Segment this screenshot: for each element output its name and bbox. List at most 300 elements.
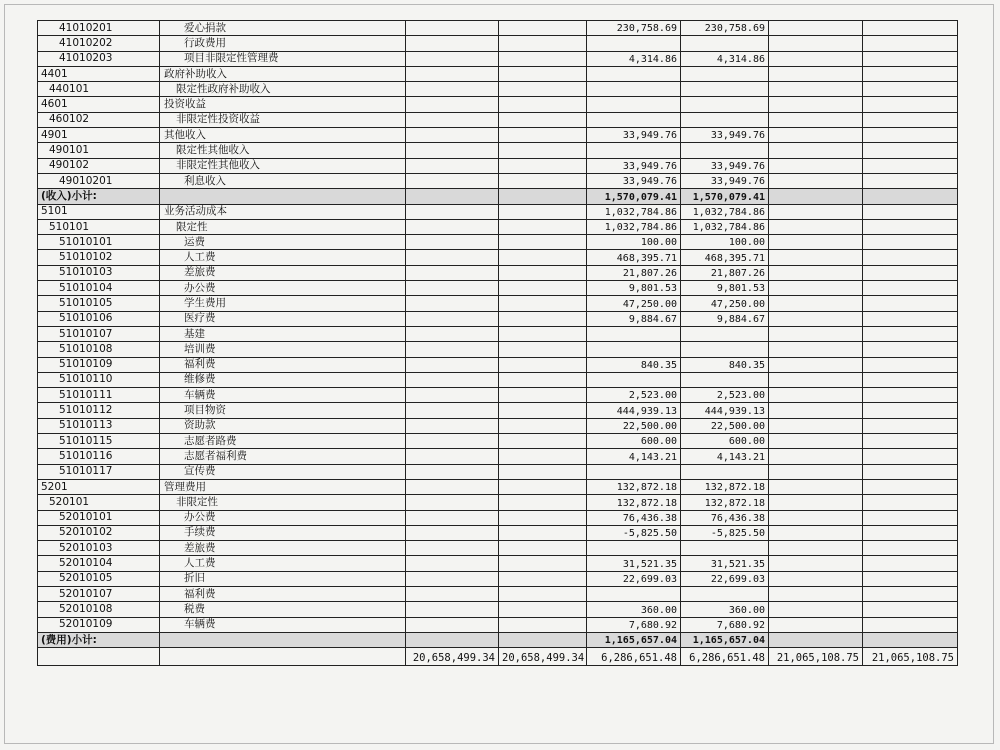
account-code: 460102 bbox=[38, 112, 160, 127]
amount-cell bbox=[499, 434, 587, 449]
amount-cell bbox=[863, 434, 958, 449]
table-row bbox=[38, 173, 958, 188]
amount-cell bbox=[499, 112, 587, 127]
amount-cell bbox=[863, 495, 958, 510]
account-code: (收入)小计: bbox=[38, 189, 160, 204]
amount-cell bbox=[863, 602, 958, 617]
amount-cell: 1,032,784.86 bbox=[587, 204, 681, 219]
amount-cell bbox=[406, 265, 499, 280]
amount-cell: 1,032,784.86 bbox=[681, 204, 769, 219]
amount-cell bbox=[863, 128, 958, 143]
amount-cell bbox=[769, 66, 863, 81]
amount-cell bbox=[863, 219, 958, 234]
table-row bbox=[38, 388, 958, 403]
amount-cell: 360.00 bbox=[587, 602, 681, 617]
amount-cell: 21,065,108.75 bbox=[863, 648, 958, 666]
amount-cell bbox=[499, 296, 587, 311]
amount-cell bbox=[863, 143, 958, 158]
account-code: 51010105 bbox=[38, 296, 160, 311]
amount-cell bbox=[499, 250, 587, 265]
amount-cell bbox=[499, 495, 587, 510]
amount-cell: 47,250.00 bbox=[587, 296, 681, 311]
amount-cell: 444,939.13 bbox=[587, 403, 681, 418]
amount-cell bbox=[499, 235, 587, 250]
amount-cell bbox=[769, 173, 863, 188]
amount-cell bbox=[769, 388, 863, 403]
amount-cell bbox=[769, 602, 863, 617]
account-code: 52010104 bbox=[38, 556, 160, 571]
amount-cell bbox=[587, 372, 681, 387]
amount-cell bbox=[863, 265, 958, 280]
account-name: 限定性其他收入 bbox=[160, 143, 406, 158]
amount-cell bbox=[587, 112, 681, 127]
amount-cell bbox=[587, 66, 681, 81]
amount-cell: 33,949.76 bbox=[681, 158, 769, 173]
amount-cell: 20,658,499.34 bbox=[406, 648, 499, 666]
amount-cell: 9,884.67 bbox=[587, 311, 681, 326]
amount-cell bbox=[863, 388, 958, 403]
amount-cell bbox=[406, 541, 499, 556]
amount-cell bbox=[769, 82, 863, 97]
table-row bbox=[38, 510, 958, 525]
account-code: 41010202 bbox=[38, 36, 160, 51]
account-code: 51010109 bbox=[38, 357, 160, 372]
account-code: 490102 bbox=[38, 158, 160, 173]
amount-cell: 600.00 bbox=[587, 434, 681, 449]
account-code: 51010116 bbox=[38, 449, 160, 464]
amount-cell bbox=[681, 464, 769, 479]
amount-cell bbox=[769, 112, 863, 127]
account-code: 51010108 bbox=[38, 342, 160, 357]
table-row bbox=[38, 21, 958, 36]
amount-cell bbox=[681, 36, 769, 51]
amount-cell bbox=[769, 189, 863, 204]
ledger-table bbox=[37, 20, 958, 666]
account-code: 4901 bbox=[38, 128, 160, 143]
amount-cell bbox=[406, 66, 499, 81]
amount-cell: 100.00 bbox=[681, 235, 769, 250]
table-row bbox=[38, 296, 958, 311]
table-row bbox=[38, 82, 958, 97]
amount-cell bbox=[863, 82, 958, 97]
amount-cell bbox=[769, 464, 863, 479]
amount-cell bbox=[769, 235, 863, 250]
account-name: 非限定性投资收益 bbox=[160, 112, 406, 127]
account-code: 4401 bbox=[38, 66, 160, 81]
account-name: 限定性政府补助收入 bbox=[160, 82, 406, 97]
amount-cell bbox=[406, 51, 499, 66]
account-name: 办公费 bbox=[160, 510, 406, 525]
amount-cell bbox=[769, 449, 863, 464]
account-name: 办公费 bbox=[160, 281, 406, 296]
account-name: 人工费 bbox=[160, 250, 406, 265]
amount-cell bbox=[769, 586, 863, 601]
amount-cell bbox=[406, 173, 499, 188]
amount-cell: 4,143.21 bbox=[681, 449, 769, 464]
amount-cell: 1,165,657.04 bbox=[587, 632, 681, 647]
account-code: 51010101 bbox=[38, 235, 160, 250]
table-row bbox=[38, 204, 958, 219]
ledger-body bbox=[38, 21, 958, 666]
account-code: 51010112 bbox=[38, 403, 160, 418]
amount-cell bbox=[499, 342, 587, 357]
account-name: 运费 bbox=[160, 235, 406, 250]
account-name: 折旧 bbox=[160, 571, 406, 586]
account-name: 福利费 bbox=[160, 357, 406, 372]
amount-cell bbox=[681, 342, 769, 357]
amount-cell: 4,143.21 bbox=[587, 449, 681, 464]
account-name: 人工费 bbox=[160, 556, 406, 571]
amount-cell: 22,500.00 bbox=[587, 418, 681, 433]
amount-cell: 21,807.26 bbox=[681, 265, 769, 280]
amount-cell: 22,699.03 bbox=[587, 571, 681, 586]
amount-cell: 7,680.92 bbox=[681, 617, 769, 632]
amount-cell bbox=[499, 571, 587, 586]
amount-cell bbox=[769, 51, 863, 66]
table-row bbox=[38, 235, 958, 250]
amount-cell bbox=[769, 204, 863, 219]
amount-cell bbox=[769, 265, 863, 280]
amount-cell bbox=[406, 219, 499, 234]
amount-cell bbox=[587, 464, 681, 479]
account-code: 52010108 bbox=[38, 602, 160, 617]
amount-cell bbox=[499, 464, 587, 479]
account-code: 51010104 bbox=[38, 281, 160, 296]
amount-cell bbox=[406, 495, 499, 510]
amount-cell: 1,032,784.86 bbox=[587, 219, 681, 234]
amount-cell: 9,801.53 bbox=[587, 281, 681, 296]
account-name: 管理费用 bbox=[160, 479, 406, 494]
amount-cell bbox=[499, 51, 587, 66]
amount-cell bbox=[406, 525, 499, 540]
amount-cell bbox=[769, 556, 863, 571]
amount-cell bbox=[499, 204, 587, 219]
amount-cell bbox=[406, 617, 499, 632]
amount-cell bbox=[499, 525, 587, 540]
amount-cell bbox=[769, 342, 863, 357]
account-name: 志愿者路费 bbox=[160, 434, 406, 449]
amount-cell: 468,395.71 bbox=[681, 250, 769, 265]
account-code: 41010203 bbox=[38, 51, 160, 66]
amount-cell bbox=[863, 541, 958, 556]
amount-cell bbox=[406, 204, 499, 219]
amount-cell bbox=[769, 571, 863, 586]
account-code: 49010201 bbox=[38, 173, 160, 188]
account-code: 51010110 bbox=[38, 372, 160, 387]
account-code: 52010107 bbox=[38, 586, 160, 601]
amount-cell bbox=[769, 525, 863, 540]
account-code: 490101 bbox=[38, 143, 160, 158]
account-code: 51010107 bbox=[38, 326, 160, 341]
amount-cell bbox=[406, 464, 499, 479]
table-row bbox=[38, 158, 958, 173]
account-name: 限定性 bbox=[160, 219, 406, 234]
table-row bbox=[38, 66, 958, 81]
table-row bbox=[38, 449, 958, 464]
table-row bbox=[38, 434, 958, 449]
account-name bbox=[160, 632, 406, 647]
amount-cell bbox=[499, 189, 587, 204]
amount-cell bbox=[406, 357, 499, 372]
account-name: 志愿者福利费 bbox=[160, 449, 406, 464]
amount-cell: 47,250.00 bbox=[681, 296, 769, 311]
amount-cell: 1,570,079.41 bbox=[681, 189, 769, 204]
table-row bbox=[38, 128, 958, 143]
amount-cell bbox=[587, 97, 681, 112]
amount-cell bbox=[499, 82, 587, 97]
table-row bbox=[38, 479, 958, 494]
account-name: 其他收入 bbox=[160, 128, 406, 143]
amount-cell bbox=[406, 326, 499, 341]
account-code: 440101 bbox=[38, 82, 160, 97]
amount-cell bbox=[863, 449, 958, 464]
amount-cell bbox=[499, 602, 587, 617]
amount-cell bbox=[681, 143, 769, 158]
account-code: 4601 bbox=[38, 97, 160, 112]
account-name: 手续费 bbox=[160, 525, 406, 540]
amount-cell bbox=[769, 250, 863, 265]
amount-cell bbox=[499, 36, 587, 51]
amount-cell: 100.00 bbox=[587, 235, 681, 250]
amount-cell bbox=[769, 510, 863, 525]
account-code: 52010103 bbox=[38, 541, 160, 556]
amount-cell: 33,949.76 bbox=[681, 173, 769, 188]
amount-cell: 33,949.76 bbox=[587, 128, 681, 143]
amount-cell bbox=[499, 326, 587, 341]
amount-cell bbox=[499, 418, 587, 433]
amount-cell: 600.00 bbox=[681, 434, 769, 449]
amount-cell bbox=[769, 158, 863, 173]
amount-cell bbox=[863, 479, 958, 494]
table-row bbox=[38, 586, 958, 601]
amount-cell bbox=[406, 143, 499, 158]
account-name: 差旅费 bbox=[160, 265, 406, 280]
amount-cell bbox=[863, 326, 958, 341]
amount-cell bbox=[863, 296, 958, 311]
amount-cell bbox=[587, 143, 681, 158]
table-row bbox=[38, 357, 958, 372]
account-name: 非限定性 bbox=[160, 495, 406, 510]
amount-cell: 132,872.18 bbox=[587, 495, 681, 510]
amount-cell bbox=[499, 158, 587, 173]
amount-cell: 21,807.26 bbox=[587, 265, 681, 280]
amount-cell: 33,949.76 bbox=[587, 173, 681, 188]
amount-cell bbox=[681, 326, 769, 341]
amount-cell bbox=[587, 541, 681, 556]
table-row bbox=[38, 403, 958, 418]
account-code: 51010113 bbox=[38, 418, 160, 433]
account-code: 5201 bbox=[38, 479, 160, 494]
amount-cell bbox=[863, 357, 958, 372]
amount-cell bbox=[499, 632, 587, 647]
amount-cell: 1,165,657.04 bbox=[681, 632, 769, 647]
amount-cell bbox=[406, 556, 499, 571]
amount-cell bbox=[499, 66, 587, 81]
account-code: 51010117 bbox=[38, 464, 160, 479]
account-name: 医疗费 bbox=[160, 311, 406, 326]
table-row bbox=[38, 143, 958, 158]
account-code: 52010105 bbox=[38, 571, 160, 586]
amount-cell bbox=[406, 479, 499, 494]
amount-cell: 4,314.86 bbox=[587, 51, 681, 66]
amount-cell bbox=[406, 602, 499, 617]
amount-cell bbox=[406, 510, 499, 525]
account-name: 基建 bbox=[160, 326, 406, 341]
amount-cell bbox=[499, 403, 587, 418]
amount-cell bbox=[863, 173, 958, 188]
amount-cell: 2,523.00 bbox=[587, 388, 681, 403]
amount-cell bbox=[587, 342, 681, 357]
account-code: 5101 bbox=[38, 204, 160, 219]
amount-cell bbox=[681, 541, 769, 556]
amount-cell: 1,032,784.86 bbox=[681, 219, 769, 234]
account-name: 宣传费 bbox=[160, 464, 406, 479]
amount-cell bbox=[406, 403, 499, 418]
amount-cell bbox=[863, 372, 958, 387]
amount-cell bbox=[769, 97, 863, 112]
amount-cell: 840.35 bbox=[587, 357, 681, 372]
amount-cell bbox=[769, 495, 863, 510]
amount-cell: 33,949.76 bbox=[587, 158, 681, 173]
table-row bbox=[38, 602, 958, 617]
amount-cell bbox=[587, 36, 681, 51]
table-row bbox=[38, 51, 958, 66]
amount-cell: 6,286,651.48 bbox=[587, 648, 681, 666]
amount-cell bbox=[406, 158, 499, 173]
amount-cell: 31,521.35 bbox=[587, 556, 681, 571]
amount-cell: 33,949.76 bbox=[681, 128, 769, 143]
amount-cell bbox=[769, 21, 863, 36]
amount-cell bbox=[769, 418, 863, 433]
amount-cell bbox=[769, 219, 863, 234]
amount-cell bbox=[681, 112, 769, 127]
amount-cell bbox=[499, 311, 587, 326]
account-code: 510101 bbox=[38, 219, 160, 234]
amount-cell bbox=[406, 82, 499, 97]
account-name: 行政费用 bbox=[160, 36, 406, 51]
account-code: 52010101 bbox=[38, 510, 160, 525]
account-name: 项目非限定性管理费 bbox=[160, 51, 406, 66]
table-row bbox=[38, 617, 958, 632]
amount-cell bbox=[863, 97, 958, 112]
table-row bbox=[38, 525, 958, 540]
amount-cell bbox=[406, 372, 499, 387]
amount-cell bbox=[499, 357, 587, 372]
table-row bbox=[38, 464, 958, 479]
subtotal-row bbox=[38, 189, 958, 204]
account-code: 51010103 bbox=[38, 265, 160, 280]
total-row bbox=[38, 648, 958, 666]
amount-cell bbox=[499, 541, 587, 556]
amount-cell bbox=[499, 219, 587, 234]
amount-cell bbox=[406, 388, 499, 403]
amount-cell bbox=[499, 449, 587, 464]
amount-cell bbox=[863, 525, 958, 540]
amount-cell bbox=[863, 418, 958, 433]
amount-cell bbox=[863, 403, 958, 418]
amount-cell bbox=[863, 556, 958, 571]
amount-cell bbox=[499, 617, 587, 632]
amount-cell bbox=[499, 265, 587, 280]
amount-cell: 7,680.92 bbox=[587, 617, 681, 632]
amount-cell: 230,758.69 bbox=[587, 21, 681, 36]
amount-cell bbox=[406, 36, 499, 51]
table-row bbox=[38, 326, 958, 341]
account-name bbox=[160, 648, 406, 666]
account-code: 51010111 bbox=[38, 388, 160, 403]
amount-cell bbox=[406, 434, 499, 449]
amount-cell: 22,500.00 bbox=[681, 418, 769, 433]
amount-cell: 31,521.35 bbox=[681, 556, 769, 571]
account-code: 52010102 bbox=[38, 525, 160, 540]
amount-cell: 2,523.00 bbox=[681, 388, 769, 403]
amount-cell bbox=[681, 66, 769, 81]
amount-cell bbox=[406, 112, 499, 127]
amount-cell bbox=[406, 250, 499, 265]
amount-cell: 840.35 bbox=[681, 357, 769, 372]
amount-cell bbox=[863, 51, 958, 66]
amount-cell bbox=[499, 510, 587, 525]
amount-cell: 132,872.18 bbox=[587, 479, 681, 494]
amount-cell bbox=[499, 479, 587, 494]
table-row bbox=[38, 112, 958, 127]
amount-cell bbox=[406, 128, 499, 143]
amount-cell: 230,758.69 bbox=[681, 21, 769, 36]
amount-cell bbox=[499, 97, 587, 112]
amount-cell bbox=[406, 21, 499, 36]
amount-cell bbox=[499, 586, 587, 601]
amount-cell bbox=[769, 128, 863, 143]
amount-cell bbox=[587, 326, 681, 341]
amount-cell: 468,395.71 bbox=[587, 250, 681, 265]
amount-cell bbox=[863, 617, 958, 632]
account-name: 培训费 bbox=[160, 342, 406, 357]
account-name: 资助款 bbox=[160, 418, 406, 433]
account-code: 52010109 bbox=[38, 617, 160, 632]
amount-cell bbox=[406, 97, 499, 112]
amount-cell bbox=[769, 372, 863, 387]
account-name: 车辆费 bbox=[160, 617, 406, 632]
amount-cell bbox=[681, 82, 769, 97]
amount-cell bbox=[406, 281, 499, 296]
amount-cell bbox=[863, 36, 958, 51]
amount-cell: -5,825.50 bbox=[587, 525, 681, 540]
table-row bbox=[38, 372, 958, 387]
amount-cell bbox=[587, 82, 681, 97]
account-name: 非限定性其他收入 bbox=[160, 158, 406, 173]
table-row bbox=[38, 495, 958, 510]
table-row bbox=[38, 556, 958, 571]
amount-cell bbox=[499, 143, 587, 158]
amount-cell bbox=[499, 372, 587, 387]
amount-cell bbox=[863, 189, 958, 204]
amount-cell bbox=[406, 342, 499, 357]
amount-cell bbox=[769, 617, 863, 632]
amount-cell bbox=[863, 586, 958, 601]
table-row bbox=[38, 342, 958, 357]
amount-cell bbox=[406, 571, 499, 586]
table-row bbox=[38, 36, 958, 51]
account-code: 520101 bbox=[38, 495, 160, 510]
amount-cell: 20,658,499.34 bbox=[499, 648, 587, 666]
table-row bbox=[38, 281, 958, 296]
account-name: 政府补助收入 bbox=[160, 66, 406, 81]
account-name bbox=[160, 189, 406, 204]
amount-cell bbox=[499, 128, 587, 143]
account-name: 业务活动成本 bbox=[160, 204, 406, 219]
amount-cell: 6,286,651.48 bbox=[681, 648, 769, 666]
amount-cell bbox=[499, 281, 587, 296]
